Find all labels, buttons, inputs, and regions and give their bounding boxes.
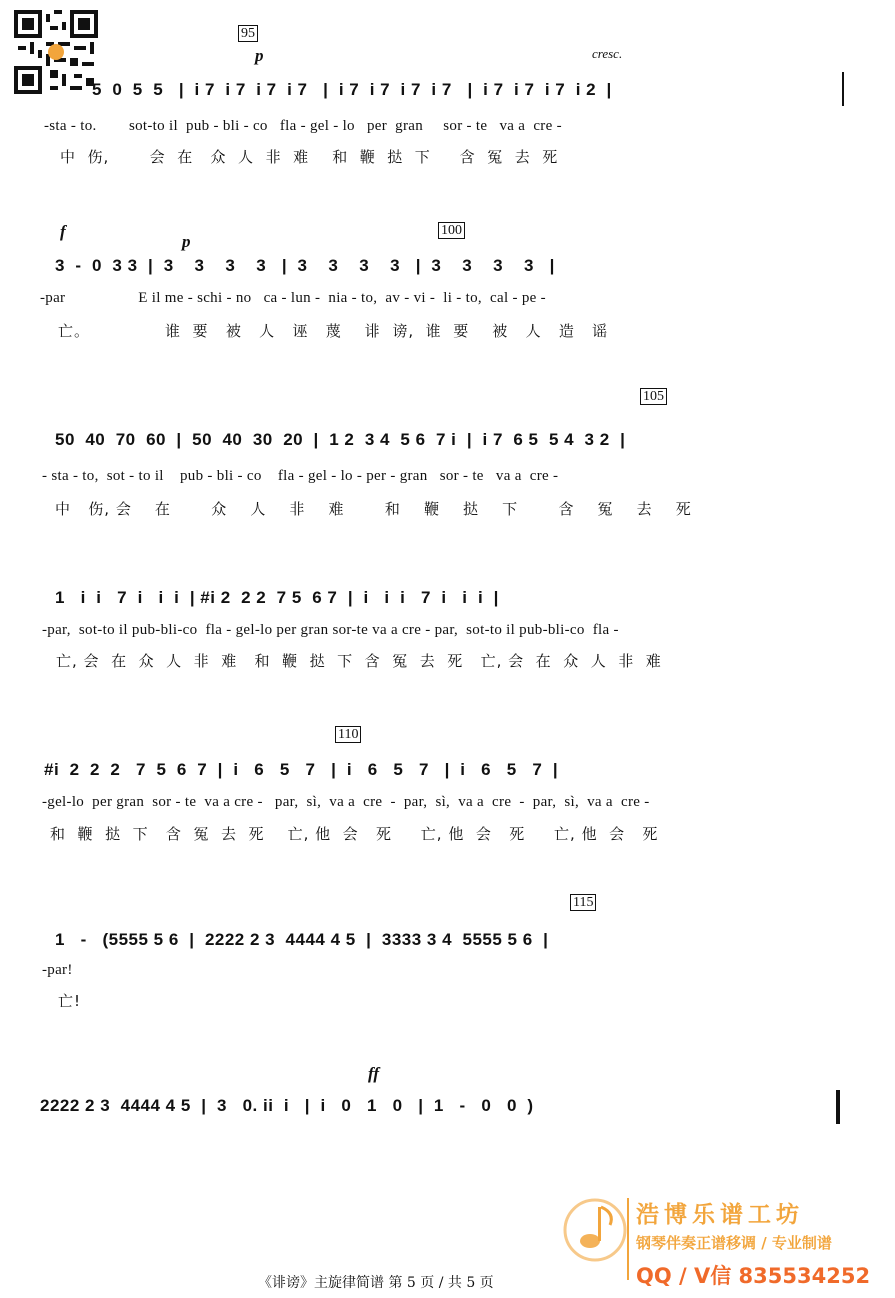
notation-line: 1 - (5555 5 6 | 2222 2 3 4444 4 5 | 3333 3 4 5555 5 6 | (55, 930, 549, 949)
lyrics-chinese: 中 伤, 会 在 众 人 非 难 和 鞭 挞 下 含 冤 去 死 (55, 500, 692, 518)
rehearsal-mark: 95 (238, 25, 258, 42)
lyrics-italian: -par, sot-to il pub-bli-co fla - gel-lo per gran sor-te va a cre - par, sot-to il pub-bli-co fla - (42, 622, 619, 638)
music-note-logo-icon (560, 1195, 630, 1265)
lyrics-chinese: 和 鞭 挞 下 含 冤 去 死 亡, 他 会 死 亡, 他 会 死 亡, 他 会 死 (50, 825, 659, 843)
rehearsal-mark: 100 (438, 222, 465, 239)
expression-marking: cresc. (592, 46, 623, 61)
notation-line: 50 40 70 60 | 50 40 30 20 | 1 2 3 4 5 6 7 i | i 7 6 5 5 4 3 2 | (55, 430, 626, 449)
lyrics-chinese: 亡。 谁 要 被 人 诬 蔑 诽 谤, 谁 要 被 人 造 谣 (58, 322, 609, 340)
brand-divider (627, 1198, 629, 1280)
lyrics-chinese: 亡! (58, 992, 82, 1010)
final-barline (842, 72, 844, 106)
notation-line: #i 2 2 2 7 5 6 7 | i 6 5 7 | i 6 5 7 | i 6 5 7 | (44, 760, 559, 779)
rehearsal-mark: 105 (640, 388, 667, 405)
lyrics-chinese: 中 伤, 会 在 众 人 非 难 和 鞭 挞 下 含 冤 去 死 (60, 148, 559, 166)
final-barline (836, 1090, 840, 1124)
lyrics-chinese: 亡, 会 在 众 人 非 难 和 鞭 挞 下 含 冤 去 死 亡, 会 在 众 人 非 难 (56, 652, 662, 670)
rehearsal-mark: 110 (335, 726, 361, 743)
lyrics-italian: -gel-lo per gran sor - te va a cre - par, sì, va a cre - par, sì, va a cre - par, sì, va a cre - (42, 794, 650, 810)
dynamic-marking: p (182, 232, 191, 251)
brand-contact: QQ / V信 835534252 (636, 1264, 871, 1288)
page-footer: 《诽谤》主旋律简谱 第 5 页 / 共 5 页 (258, 1275, 494, 1291)
notation-line: 1 i i 7 i i i | #i 2 2 2 7 5 6 7 | i i i 7 i i i | (55, 588, 499, 607)
notation-line: 2222 2 3 4444 4 5 | 3 0. ii i | i 0 1 0 | 1 - 0 0 ) (40, 1096, 534, 1115)
lyrics-italian: -sta - to. sot-to il pub - bli - co fla - gel - lo per gran sor - te va a cre - (44, 118, 562, 134)
dynamic-marking: f (60, 222, 66, 241)
notation-line: 5 0 5 5 | i 7 i 7 i 7 i 7 | i 7 i 7 i 7 i 7 | i 7 i 7 i 7 i 2 | (92, 80, 612, 99)
brand-subtitle: 钢琴伴奏正谱移调 / 专业制谱 (636, 1234, 832, 1252)
rehearsal-mark: 115 (570, 894, 596, 911)
brand-title: 浩博乐谱工坊 (636, 1202, 804, 1228)
qr-code (14, 10, 98, 94)
dynamic-marking: ff (368, 1064, 380, 1083)
notation-line: 3 - 0 3 3 | 3 3 3 3 | 3 3 3 3 | 3 3 3 3 | (55, 256, 555, 275)
dynamic-marking: p (255, 46, 264, 65)
lyrics-italian: -par E il me - schi - no ca - lun - nia - to, av - vi - li - to, cal - pe - (40, 290, 546, 306)
lyrics-italian: -par! (42, 962, 73, 978)
lyrics-italian: - sta - to, sot - to il pub - bli - co fla - gel - lo - per - gran sor - te va a cre - (42, 468, 559, 484)
